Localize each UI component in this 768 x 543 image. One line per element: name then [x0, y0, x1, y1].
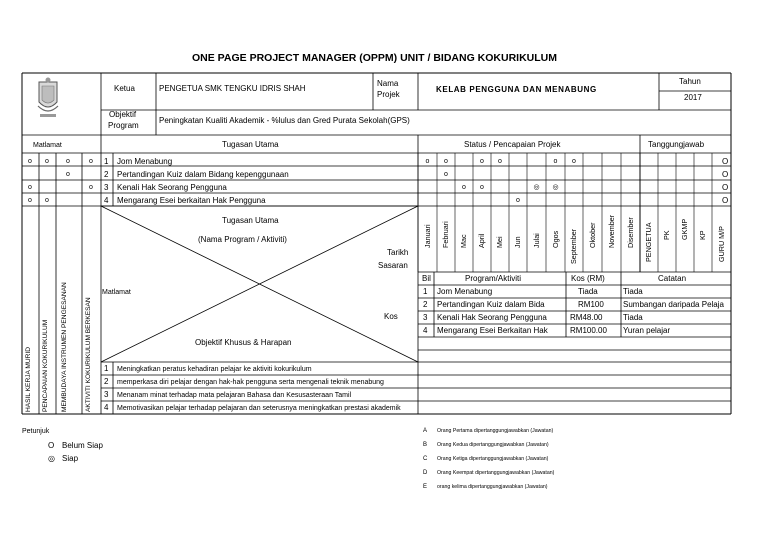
tahun-label: Tahun — [679, 77, 701, 86]
month-label: Ogos — [550, 230, 560, 248]
responsibility-mark: O — [722, 196, 729, 205]
school-crest-logo — [37, 76, 59, 120]
objective-number: 4 — [104, 403, 109, 412]
legend-key: A — [423, 428, 428, 434]
task-number: 3 — [104, 183, 109, 192]
diagram-objektif: Objektif Khusus & Harapan — [195, 338, 292, 347]
month-label: Julai — [531, 233, 541, 248]
legend-key: C — [423, 456, 428, 462]
cost-cell: Tiada — [623, 288, 643, 296]
legend-key: B — [423, 442, 428, 448]
status-mark: o — [444, 171, 448, 178]
status-mark: o — [444, 158, 448, 165]
cost-cell: Pertandingan Kuiz dalam Bida — [437, 301, 545, 309]
cost-header: Program/Aktiviti — [465, 274, 522, 283]
legend-text: orang kelima dipertanggungjawabkan (Jawatan) — [437, 484, 548, 490]
cost-cell: Tiada — [578, 287, 598, 296]
cost-cell: RM48.00 — [570, 313, 603, 322]
objective-text: memperkasa diri pelajar dengan hak-hak pengguna serta mengenali teknik menabung — [117, 379, 384, 386]
matlamat-mark: o — [28, 184, 32, 191]
cost-cell: Yuran pelajar — [623, 327, 671, 335]
matlamat-mark: o — [45, 158, 49, 165]
role-label: KP — [698, 230, 707, 240]
objective-number: 3 — [104, 390, 109, 399]
cost-cell: Tiada — [623, 314, 643, 322]
status-mark: ◎ — [552, 184, 559, 191]
task-number: 1 — [104, 157, 109, 166]
legend-text: Orang Pertama dipertanggungjawabkan (Jawatan) — [437, 428, 554, 434]
cost-cell: RM100.00 — [570, 326, 607, 335]
tanggungjawab-header: Tanggungjawab — [648, 140, 705, 149]
status-mark: o — [516, 197, 520, 204]
month-label: Mei — [495, 236, 504, 248]
status-mark: o — [553, 158, 558, 165]
cost-cell: Mengarang Esei Berkaitan Hak — [437, 327, 548, 335]
diagram-tugasan-utama: Tugasan Utama — [222, 216, 279, 225]
matlamat-mark: o — [28, 197, 32, 204]
cost-header: Kos (RM) — [571, 274, 605, 283]
objektif-value: Peningkatan Kualiti Akademik - %lulus dan Gred Purata Sekolah(GPS) — [159, 116, 410, 125]
cost-cell: 3 — [423, 313, 428, 322]
objective-number: 2 — [104, 377, 109, 386]
ketua-label: Ketua — [114, 84, 135, 93]
petunjuk-symbol: O — [48, 441, 55, 450]
responsibility-mark: O — [722, 183, 729, 192]
role-label: GURU M/P — [716, 226, 726, 262]
cost-cell: Jom Menabung — [437, 288, 493, 296]
petunjuk-symbol: ◎ — [48, 454, 55, 463]
matlamat-mark: o — [66, 171, 70, 178]
cost-cell: 2 — [423, 300, 428, 309]
ketua-value: PENGETUA SMK TENGKU IDRIS SHAH — [159, 84, 306, 93]
legend-text: Orang Keempat dipertanggungjawabkan (Jawatan) — [437, 470, 555, 476]
matlamat-mark: o — [28, 158, 32, 165]
legend-text: Orang Kedua dipertanggungjawabkan (Jawatan) — [437, 442, 549, 448]
diagram-kos: Kos — [384, 312, 398, 321]
diagram-sasaran: Sasaran — [378, 261, 408, 270]
left-vertical-label: HASIL KERJA MURID — [25, 347, 32, 412]
matlamat-mark: o — [45, 197, 49, 204]
objective-text: Menanam minat terhadap mata pelajaran Bahasa dan Kesusasteraan Tamil — [117, 392, 352, 399]
status-header: Status / Pencapaian Projek — [464, 140, 561, 149]
month-label: April — [477, 233, 486, 248]
objektif-label-1: Objektif — [109, 110, 137, 119]
month-label: Januari — [422, 224, 432, 248]
matlamat-mark: o — [66, 158, 70, 165]
page-title: ONE PAGE PROJECT MANAGER (OPPM) UNIT / BIDANG KOKURIKULUM — [192, 52, 557, 64]
month-label: Disember — [625, 217, 635, 248]
nama-projek-label-2: Projek — [377, 90, 400, 99]
left-vertical-label: PENCAPAIAN KOKURIKULUM — [42, 319, 49, 412]
matlamat-mark: o — [89, 184, 93, 191]
month-label: Jun — [513, 236, 522, 248]
objektif-label-2: Program — [108, 121, 139, 130]
nama-projek-label-1: Nama — [377, 79, 399, 88]
left-vertical-label: AKTIVITI KOKURIKULUM BERKESAN — [85, 297, 92, 412]
month-label: September — [569, 228, 578, 264]
legend-text: Orang Ketiga dipertanggungjawabkan (Jawatan) — [437, 456, 549, 462]
status-mark: o — [480, 184, 484, 191]
left-vertical-label: MEMBUDAYA INSTRUMEN PENGESANAN — [61, 282, 68, 412]
petunjuk-text: Siap — [62, 454, 79, 463]
status-mark: o — [462, 184, 466, 191]
responsibility-mark: O — [722, 170, 729, 179]
role-label: GKMP — [680, 218, 689, 240]
cost-cell: 4 — [423, 326, 428, 335]
task-text: Mengarang Esei berkaitan Hak Pengguna — [117, 196, 266, 205]
status-mark: o — [480, 158, 484, 165]
status-mark: o — [498, 158, 502, 165]
status-mark: o — [572, 158, 576, 165]
responsibility-mark: O — [722, 157, 729, 166]
matlamat-mark: o — [89, 158, 93, 165]
matlamat-header: Matlamat — [33, 142, 62, 149]
objective-text: Memotivasikan pelajar terhadap pelajaran dan seterusnya meningkatkan prestasi akademik — [117, 405, 401, 412]
task-text: Kenali Hak Seorang Pengguna — [117, 183, 227, 192]
task-text: Pertandingan Kuiz dalam Bidang kepenggunaan — [117, 170, 289, 179]
task-text: Jom Menabung — [117, 157, 173, 166]
cost-cell: Kenali Hak Seorang Pengguna — [437, 314, 547, 322]
tugasan-utama-header: Tugasan Utama — [222, 140, 279, 149]
cost-cell: Sumbangan daripada Pelaja — [623, 301, 724, 309]
cost-header: Catatan — [658, 274, 687, 283]
role-label: PK — [662, 230, 671, 240]
cost-cell: 1 — [423, 287, 428, 296]
petunjuk-text: Belum Siap — [62, 441, 103, 450]
legend-key: D — [423, 470, 428, 476]
tahun-value: 2017 — [684, 93, 702, 102]
legend-key: E — [423, 484, 428, 490]
nama-projek-value: KELAB PENGGUNA DAN MENABUNG — [436, 85, 597, 94]
diagram-tarikh: Tarikh — [387, 248, 409, 257]
status-mark: ◎ — [533, 184, 540, 191]
month-label: Mac — [459, 234, 468, 248]
objective-text: Meningkatkan peratus kehadiran pelajar ke aktiviti kokurikulum — [117, 366, 312, 373]
task-number: 4 — [104, 196, 109, 205]
diagram-nama-program: (Nama Program / Aktiviti) — [198, 235, 287, 244]
month-label: Februari — [441, 221, 450, 248]
diagram-matlamat: Matlamat — [102, 289, 131, 296]
status-mark: o — [425, 158, 430, 165]
petunjuk-label: Petunjuk — [22, 428, 50, 435]
cost-header: Bil — [422, 274, 431, 283]
cost-cell: RM100 — [578, 300, 604, 309]
month-label: November — [606, 214, 616, 248]
role-label: PENGETUA — [644, 222, 653, 262]
task-number: 2 — [104, 170, 109, 179]
objective-number: 1 — [104, 364, 109, 373]
month-label: Oktober — [587, 222, 597, 248]
